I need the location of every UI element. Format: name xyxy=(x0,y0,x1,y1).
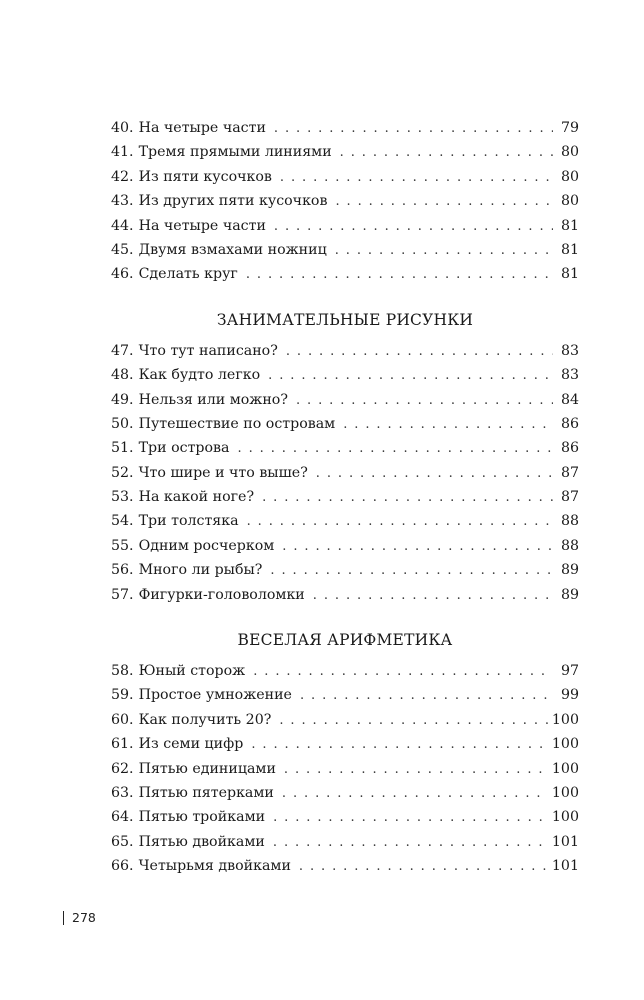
entry-number: 66. xyxy=(111,858,134,875)
entry-title: Много ли рыбы? xyxy=(138,562,263,579)
dot-leader xyxy=(246,263,553,287)
toc-entry[interactable] xyxy=(111,388,579,412)
page-number: 278 xyxy=(72,910,96,925)
entry-page: 86 xyxy=(560,415,579,432)
entry-title: На какой ноге? xyxy=(138,489,255,506)
toc-entry[interactable] xyxy=(111,363,579,387)
toc-entry[interactable] xyxy=(111,140,579,164)
entry-number: 61. xyxy=(111,736,134,753)
entry-page: 83 xyxy=(560,367,579,384)
entry-page: 89 xyxy=(560,586,579,603)
dot-leader xyxy=(273,831,548,855)
entry-number: 54. xyxy=(111,513,134,530)
dot-leader xyxy=(274,215,553,239)
entry-title: Тремя прямыми линиями xyxy=(138,144,332,161)
entry-page: 101 xyxy=(551,858,579,875)
toc-entry[interactable] xyxy=(111,659,579,683)
toc-entry[interactable] xyxy=(111,412,579,436)
toc-entry[interactable] xyxy=(111,781,579,805)
toc-entry[interactable] xyxy=(111,708,579,732)
entry-page: 81 xyxy=(560,266,579,283)
entry-page: 81 xyxy=(560,217,579,234)
entry-title: Двумя взмахами ножниц xyxy=(138,241,327,258)
entry-title: Пятью пятерками xyxy=(138,784,274,801)
entry-title: Четырьмя двойками xyxy=(138,858,291,875)
entry-page: 79 xyxy=(560,120,579,136)
entry-title: Сделать круг xyxy=(138,266,238,283)
entry-number: 50. xyxy=(111,415,134,432)
entry-page: 88 xyxy=(560,513,579,530)
entry-page: 89 xyxy=(560,562,579,579)
entry-title: Три острова xyxy=(138,440,230,457)
entry-title: Что шире и что выше? xyxy=(138,464,308,481)
entry-page: 101 xyxy=(551,833,579,850)
dot-leader xyxy=(279,709,548,733)
dot-leader xyxy=(299,855,548,879)
toc-entry[interactable] xyxy=(111,830,579,854)
toc-entry[interactable] xyxy=(111,165,579,189)
toc-entry[interactable] xyxy=(111,238,579,262)
dot-leader xyxy=(280,166,553,190)
dot-leader xyxy=(262,486,553,510)
entry-page: 81 xyxy=(560,241,579,258)
toc-entry[interactable] xyxy=(111,683,579,707)
entry-number: 65. xyxy=(111,833,134,850)
entry-number: 47. xyxy=(111,342,134,359)
entry-page: 100 xyxy=(551,809,579,826)
toc-entry[interactable] xyxy=(111,116,579,140)
dot-leader xyxy=(343,413,553,437)
entry-number: 45. xyxy=(111,241,134,258)
dot-leader xyxy=(282,535,553,559)
dot-leader xyxy=(253,660,553,684)
section-heading: ВЕСЕЛАЯ АРИФМЕТИКА xyxy=(237,631,453,650)
dot-leader xyxy=(335,239,553,263)
toc-entry[interactable] xyxy=(111,339,579,363)
entry-number: 58. xyxy=(111,663,134,680)
entry-title: Пятью тройками xyxy=(138,809,266,826)
entry-page: 80 xyxy=(560,168,579,185)
dot-leader xyxy=(238,437,554,461)
entry-number: 62. xyxy=(111,760,134,777)
toc-entry[interactable] xyxy=(111,189,579,213)
entry-page: 86 xyxy=(560,440,579,457)
entry-title: Из других пяти кусочков xyxy=(138,193,328,210)
entry-page: 84 xyxy=(560,391,579,408)
toc-entry[interactable] xyxy=(111,757,579,781)
dot-leader xyxy=(274,117,553,141)
dot-leader xyxy=(251,733,548,757)
entry-number: 46. xyxy=(111,266,134,283)
entry-number: 42. xyxy=(111,168,134,185)
entry-number: 52. xyxy=(111,464,134,481)
dot-leader xyxy=(247,510,553,534)
entry-title: Из пяти кусочков xyxy=(138,168,272,185)
entry-title: На четыре части xyxy=(138,120,266,136)
entry-page: 100 xyxy=(551,711,579,728)
entry-page: 87 xyxy=(560,489,579,506)
dot-leader xyxy=(268,364,553,388)
dot-leader xyxy=(284,758,548,782)
section-heading: ЗАНИМАТЕЛЬНЫЕ РИСУНКИ xyxy=(216,310,474,329)
entry-title: Простое умножение xyxy=(138,687,292,704)
entry-number: 44. xyxy=(111,217,134,234)
entry-number: 40. xyxy=(111,120,134,136)
entry-page: 99 xyxy=(560,687,579,704)
entry-title: На четыре части xyxy=(138,217,266,234)
entry-page: 100 xyxy=(551,760,579,777)
footer-divider xyxy=(63,911,64,925)
entry-title: Что тут написано? xyxy=(138,342,278,359)
dot-leader xyxy=(335,190,553,214)
entry-page: 87 xyxy=(560,464,579,481)
entry-number: 57. xyxy=(111,586,134,603)
toc-entry[interactable] xyxy=(111,583,579,607)
dot-leader xyxy=(300,684,553,708)
dot-leader xyxy=(313,584,553,608)
entry-page: 80 xyxy=(560,144,579,161)
entry-page: 88 xyxy=(560,537,579,554)
dot-leader xyxy=(316,462,553,486)
toc-entry[interactable] xyxy=(111,854,579,878)
toc-entry[interactable] xyxy=(111,534,579,558)
entry-number: 55. xyxy=(111,537,134,554)
entry-page: 100 xyxy=(551,784,579,801)
entry-number: 41. xyxy=(111,144,134,161)
entry-page: 97 xyxy=(560,663,579,680)
dot-leader xyxy=(282,782,548,806)
toc-entry[interactable] xyxy=(111,509,579,533)
entry-title: Три толстяка xyxy=(138,513,239,530)
toc-entry[interactable] xyxy=(111,262,579,286)
entry-number: 43. xyxy=(111,193,134,210)
page-footer xyxy=(63,910,96,925)
entry-number: 48. xyxy=(111,367,134,384)
entry-number: 63. xyxy=(111,784,134,801)
entry-title: Из семи цифр xyxy=(138,736,244,753)
entry-title: Юный сторож xyxy=(138,663,246,680)
toc-section xyxy=(111,116,579,287)
toc-section xyxy=(111,627,579,879)
entry-page: 83 xyxy=(560,342,579,359)
entry-title: Фигурки-головоломки xyxy=(138,586,305,603)
table-of-contents xyxy=(111,116,579,879)
toc-entry[interactable] xyxy=(111,214,579,238)
entry-page: 100 xyxy=(551,736,579,753)
toc-entry[interactable] xyxy=(111,732,579,756)
dot-leader xyxy=(340,141,553,165)
entry-number: 49. xyxy=(111,391,134,408)
toc-entry[interactable] xyxy=(111,805,579,829)
dot-leader xyxy=(273,806,548,830)
toc-entry[interactable] xyxy=(111,558,579,582)
toc-entry[interactable] xyxy=(111,485,579,509)
entry-title: Пятью единицами xyxy=(138,760,276,777)
dot-leader xyxy=(270,559,553,583)
entry-page: 80 xyxy=(560,193,579,210)
entry-number: 51. xyxy=(111,440,134,457)
dot-leader xyxy=(296,389,553,413)
entry-number: 60. xyxy=(111,711,134,728)
entry-title: Путешествие по островам xyxy=(138,415,336,432)
entry-title: Одним росчерком xyxy=(138,537,275,554)
toc-section xyxy=(111,307,579,607)
entry-number: 56. xyxy=(111,562,134,579)
entry-title: Как получить 20? xyxy=(138,711,272,728)
entry-number: 53. xyxy=(111,489,134,506)
entry-title: Нельзя или можно? xyxy=(138,391,288,408)
entry-title: Как будто легко xyxy=(138,367,261,384)
toc-entry[interactable] xyxy=(111,436,579,460)
entry-title: Пятью двойками xyxy=(138,833,265,850)
entry-number: 59. xyxy=(111,687,134,704)
dot-leader xyxy=(286,340,553,364)
toc-entry[interactable] xyxy=(111,461,579,485)
entry-number: 64. xyxy=(111,809,134,826)
